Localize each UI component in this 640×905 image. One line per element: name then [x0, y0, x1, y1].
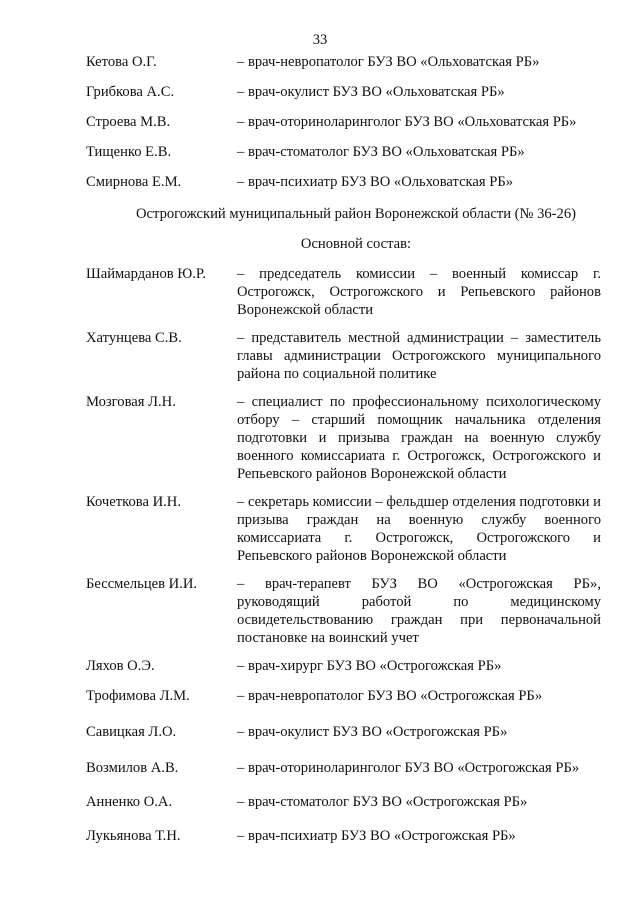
- member-role: – врач-невропатолог БУЗ ВО «Острогожская РБ»: [237, 688, 543, 704]
- member-role: – представитель местной администрации – заместитель главы администрации Острогожского муниципального района по социальной политике: [237, 330, 601, 382]
- member-name: Возмилов А.В.: [86, 760, 179, 776]
- member-role: – врач-психиатр БУЗ ВО «Острогожская РБ»: [237, 828, 516, 844]
- member-role: – врач-оториноларинголог БУЗ ВО «Ольховатская РБ»: [237, 114, 577, 130]
- member-role: – врач-окулист БУЗ ВО «Ольховатская РБ»: [237, 84, 505, 100]
- member-name: Хатунцева С.В.: [86, 330, 182, 346]
- member-name: Мозговая Л.Н.: [86, 394, 176, 410]
- member-name: Савицкая Л.О.: [86, 724, 177, 740]
- member-name: Лукьянова Т.Н.: [86, 828, 181, 844]
- member-role: – врач-терапевт БУЗ ВО «Острогожская РБ», руководящий работой по медицинскому освидетельствованию граждан при первоначальной постановке на воинский учет: [237, 576, 601, 646]
- section-title: Острогожский муниципальный район Воронежской области (№ 36-26): [136, 206, 576, 222]
- member-role: – специалист по профессиональному психологическому отбору – старший помощник начальника отделения подготовки и призыва граждан на военную службу военного комиссариата г. Острогожск, Острогожского и Репьевского районов Воронежской области: [237, 394, 601, 482]
- member-role: – председатель комиссии – военный комиссар г. Острогожск, Острогожского и Репьевского районов Воронежской области: [237, 266, 601, 318]
- member-name: Грибкова А.С.: [86, 84, 175, 100]
- member-role: – врач-стоматолог БУЗ ВО «Ольховатская РБ»: [237, 144, 525, 160]
- member-name: Ляхов О.Э.: [86, 658, 155, 674]
- member-role: – врач-окулист БУЗ ВО «Острогожская РБ»: [237, 724, 508, 740]
- member-name: Бессмельцев И.И.: [86, 576, 198, 592]
- member-name: Анненко О.А.: [86, 794, 173, 810]
- member-role: – врач-оториноларинголог БУЗ ВО «Острогожская РБ»: [237, 760, 580, 776]
- member-role: – врач-невропатолог БУЗ ВО «Ольховатская РБ»: [237, 54, 540, 70]
- member-name: Трофимова Л.М.: [86, 688, 190, 704]
- member-name: Смирнова Е.М.: [86, 174, 182, 190]
- page-number: 33: [312, 32, 328, 48]
- member-name: Шаймарданов Ю.Р.: [86, 266, 206, 282]
- member-name: Кочеткова И.Н.: [86, 494, 181, 510]
- member-name: Тищенко Е.В.: [86, 144, 172, 160]
- member-role: – врач-хирург БУЗ ВО «Острогожская РБ»: [237, 658, 502, 674]
- member-name: Строева М.В.: [86, 114, 171, 130]
- member-role: – секретарь комиссии – фельдшер отделения подготовки и призыва граждан на военную службу военного комиссариата г. Острогожск, Острогожского и Репьевского районов Воронежской области: [237, 494, 601, 564]
- member-name: Кетова О.Г.: [86, 54, 157, 70]
- member-role: – врач-психиатр БУЗ ВО «Ольховатская РБ»: [237, 174, 514, 190]
- member-role: – врач-стоматолог БУЗ ВО «Острогожская РБ»: [237, 794, 528, 810]
- section-subtitle: Основной состав:: [300, 236, 412, 252]
